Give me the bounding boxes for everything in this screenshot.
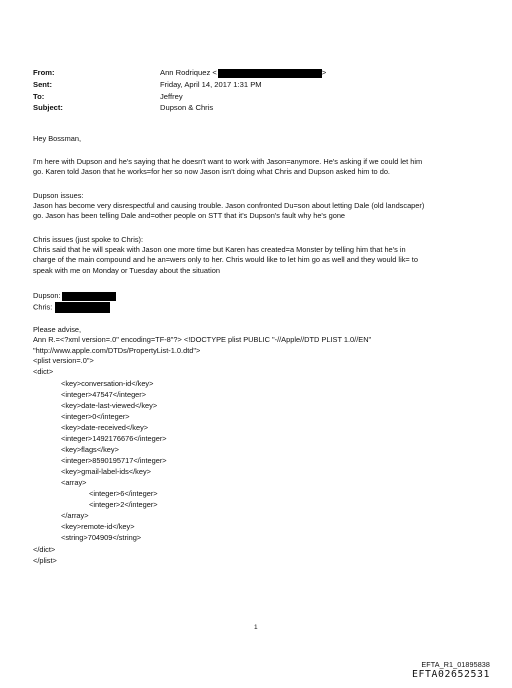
from-label: From: [33,68,55,77]
redaction-bar [218,69,322,78]
paragraph-3-line-3: speak with me on Monday or Tuesday about the situation [33,266,220,275]
to-label: To: [33,92,45,101]
xml-line: <integer>2</integer> [89,500,158,509]
paragraph-2-line-2: go. Jason has been telling Dale and=other people on STT that it's Dupson's fault why he's gone [33,211,346,220]
paragraph-3-line-1: Chris said that he will speak with Jason one more time but Karen has created=a Monster by telling him that he's in [33,245,406,254]
xml-line: <key>gmail-label-ids</key> [61,467,151,476]
bates-number-2: EFTA02652531 [412,669,490,680]
dupson-issues-heading: Dupson issues: [33,191,84,200]
plist-open: <plist version=.0"> [33,356,94,365]
dupson-label: Dupson: [33,291,61,300]
from-value-end: > [321,68,327,77]
dict-close: </dict> [33,545,56,554]
signoff-xml-line-1: Ann R.=<?xml version=.0" encoding=TF-8"?> <!DOCTYPE plist PUBLIC "-//Apple//DTD PLIST 1.0//EN" [33,335,372,344]
chris-issues-heading: Chris issues (just spoke to Chris): [33,235,144,244]
xml-line: <integer>6</integer> [89,489,158,498]
paragraph-1-line-1: I'm here with Dupson and he's saying that he doesn't want to work with Jason=anymore. He's asking if we could let him [33,157,423,166]
sent-value: Friday, April 14, 2017 1:31 PM [160,80,262,89]
sent-label: Sent: [33,80,52,89]
paragraph-3-line-2: charge of the main compound and he an=wers only to her. Chris would like to let him go as well and they would lik= to [33,255,418,264]
subject-label: Subject: [33,103,63,112]
paragraph-2-line-1: Jason has become very disrespectful and causing trouble. Jason confronted Du=son about letting Dale (old landscaper) [33,201,425,210]
paragraph-1-line-2: go. Karen told Jason that he works=for her so now Jason isn't doing what Chris and Dupson asked him to do. [33,167,390,176]
chris-label: Chris: [33,302,53,312]
chris-contact-row [33,302,110,313]
xml-line: <key>date-last-viewed</key> [61,401,158,410]
dict-open: <dict> [33,367,54,376]
xml-line: <integer>1492176676</integer> [61,434,167,443]
xml-line: <key>conversation-id</key> [61,379,154,388]
bates-number-1: EFTA_R1_01895838 [421,660,490,669]
page-number: 1 [254,624,258,631]
xml-line: <key>date-received</key> [61,423,149,432]
xml-line: <key>remote-id</key> [61,522,135,531]
xml-line: <string>704909</string> [61,533,142,542]
xml-line: <key>flags</key> [61,445,119,454]
xml-line: <integer>8590195717</integer> [61,456,167,465]
xml-line: <integer>47547</integer> [61,390,147,399]
redaction-bar [62,292,116,301]
please-advise: Please advise, [33,325,82,334]
dupson-contact-row [33,291,116,301]
xml-line: <array> [61,478,87,487]
to-value: Jeffrey [160,92,183,101]
xml-line: </array> [61,511,89,520]
redaction-bar [55,302,110,313]
greeting: Hey Bossman, [33,134,82,143]
subject-value: Dupson & Chris [160,103,214,112]
from-value: Ann Rodriquez < [160,68,217,77]
xml-line: <integer>0</integer> [61,412,130,421]
signoff-xml-line-2: "http://www.apple.com/DTDs/PropertyList-1.0.dtd"> [33,346,201,355]
plist-close: </plist> [33,556,57,565]
